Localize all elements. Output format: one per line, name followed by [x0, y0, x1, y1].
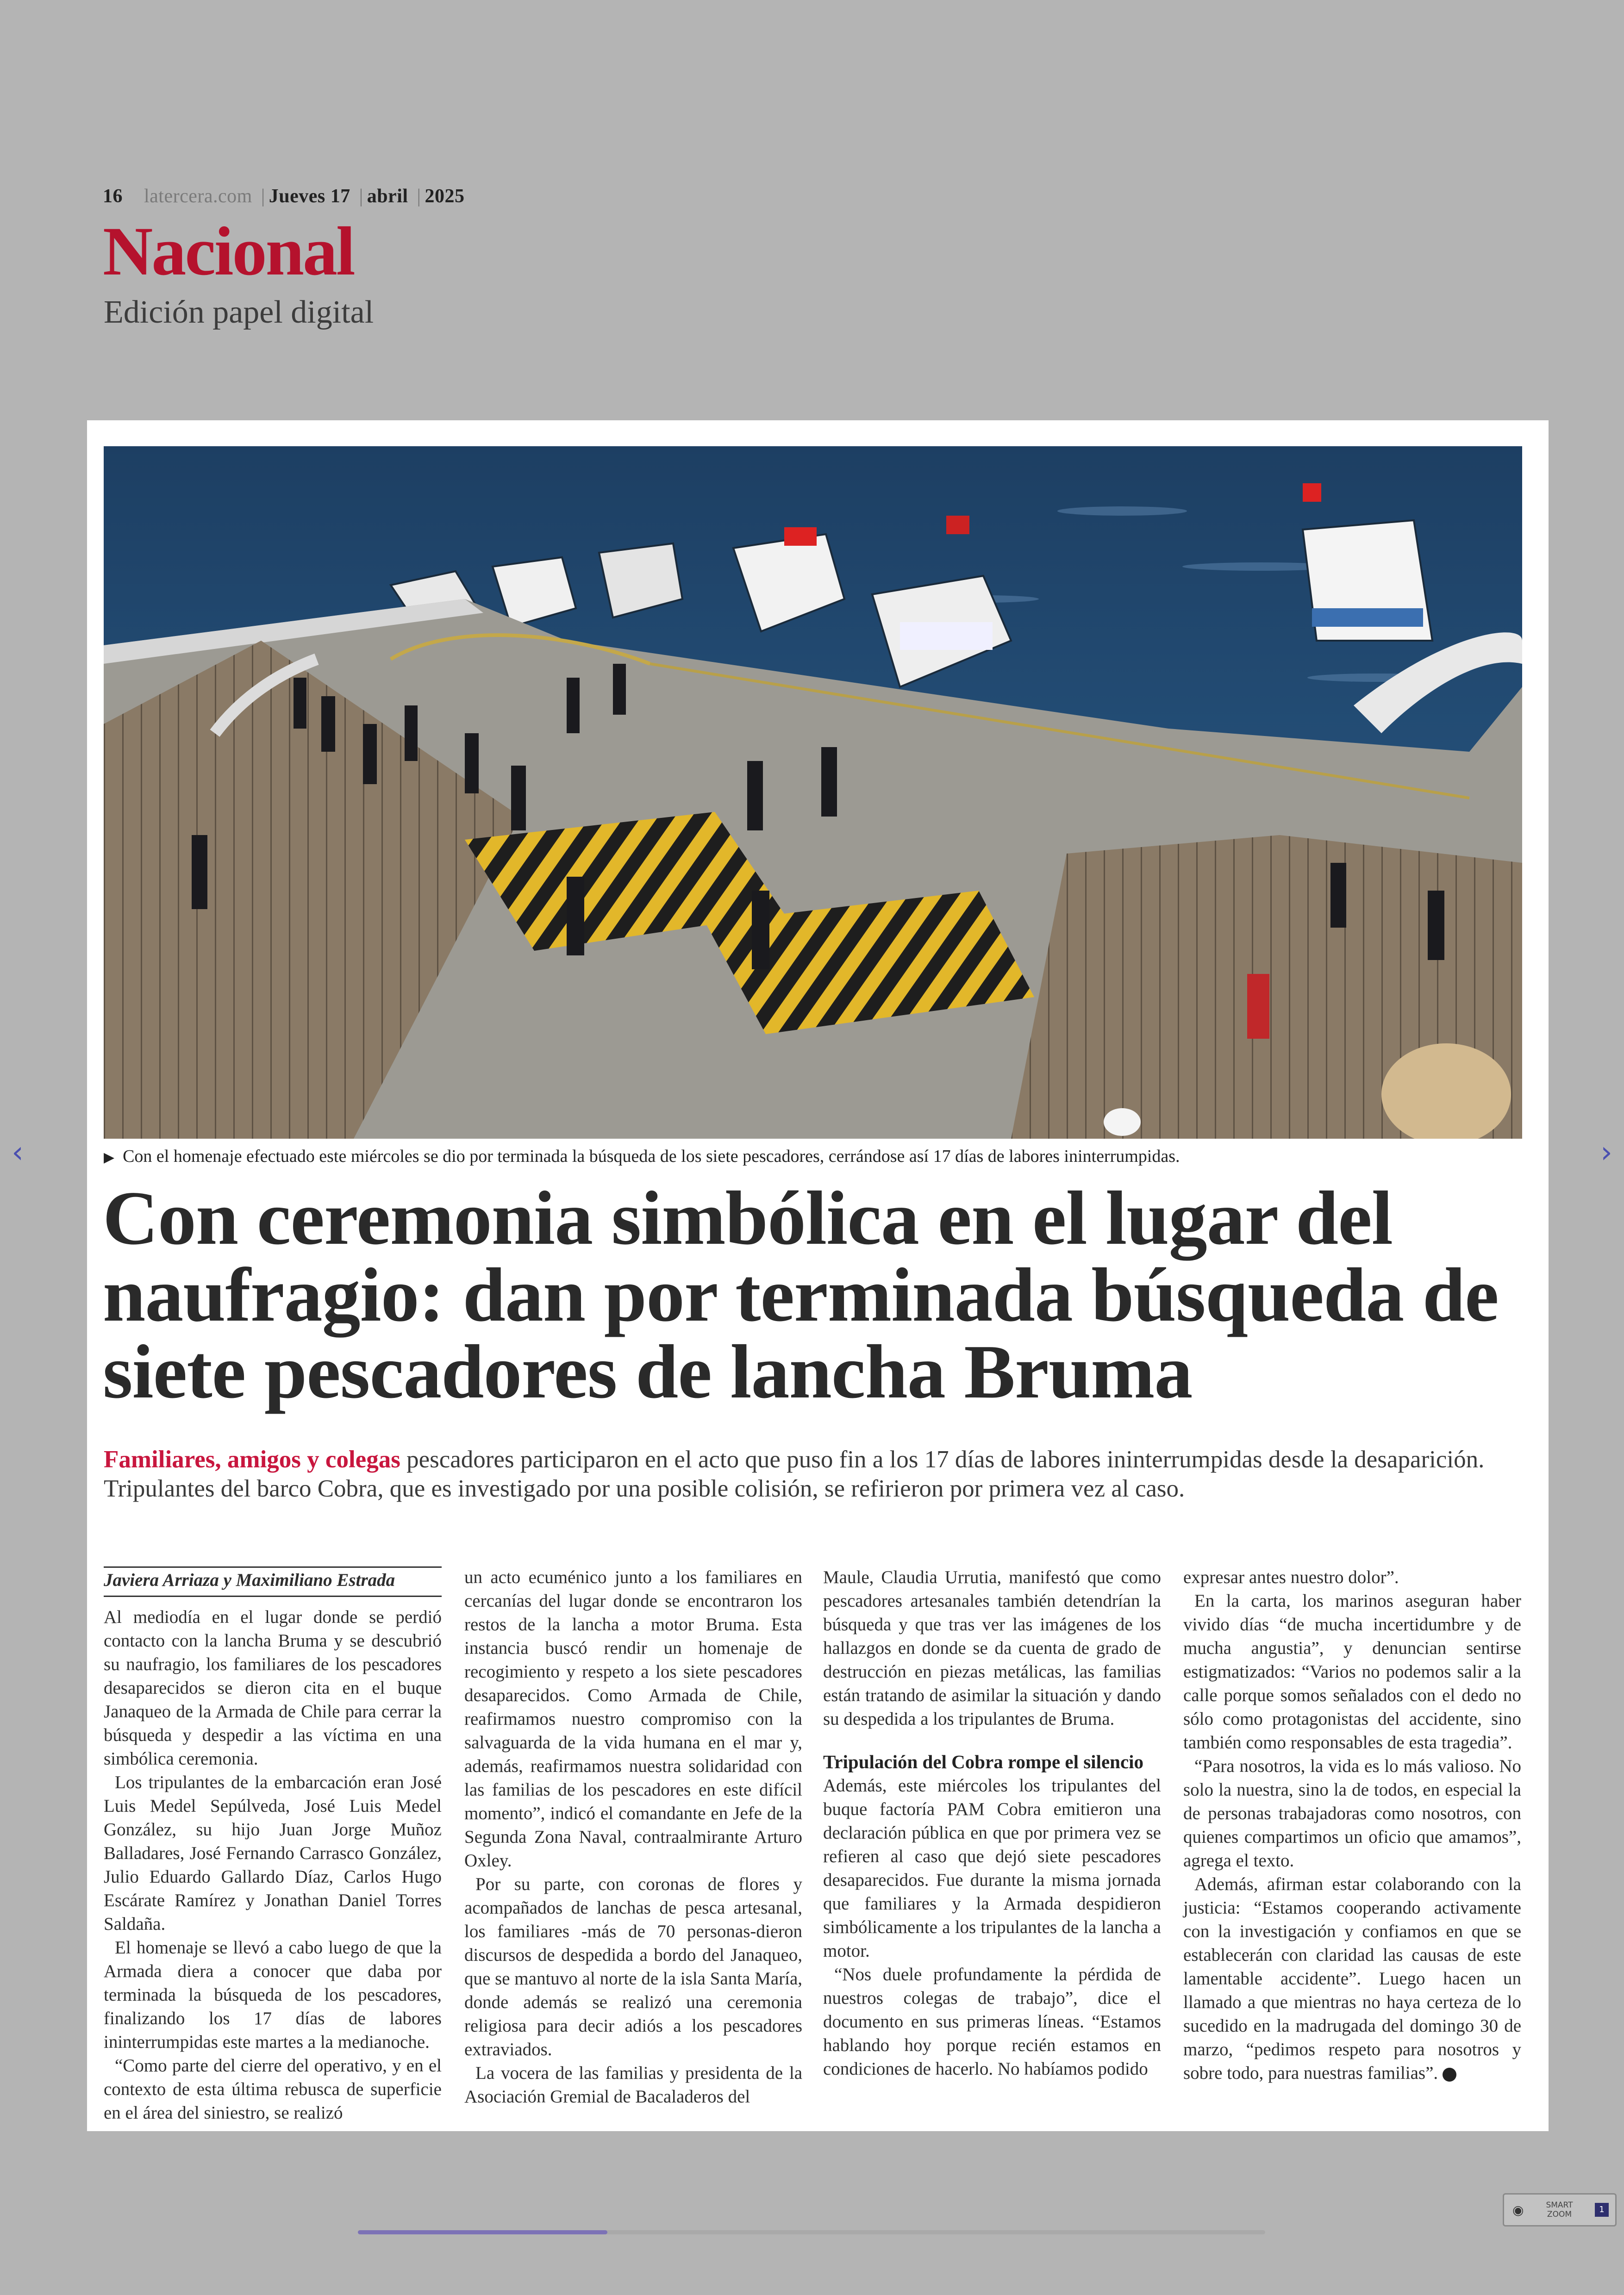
prev-page-icon[interactable]: ‹	[12, 1135, 24, 1170]
paragraph: Además, este miércoles los tripulantes del buque factoría PAM Cobra emitieron una declaración pública en que por primera vez se refieren al caso que dejó siete pescadores desaparecidos. Fue durante la misma jornada que familiares y la Armada despidieron simbólicamente a los tripulantes de la lancha a motor.	[823, 1776, 1161, 1961]
reading-progress-track[interactable]	[358, 2230, 1265, 2234]
folio-year: 2025	[425, 186, 465, 207]
paragraph: Los tripulantes de la embarcación eran José Luis Medel Sepúlveda, José Luis Medel González, su hijo Juan Jorge Muñoz Balladares, José Fernando Carrasco González, Julio Eduardo Gallardo Díaz, Carlos Hugo Escárate Ramírez y Jonathan Daniel Torres Saldaña.	[104, 1772, 442, 1934]
paragraph: Maule, Claudia Urrutia, manifestó que como pescadores artesanales también detendrían la búsqueda y que tras ver las imágenes de los hallazgos en donde se da cuenta de grado de destrucción en piezas metálicas, las familias están tratando de asimilar la situación y dando su despedida a los tripulantes de Bruma.	[823, 1567, 1161, 1729]
standfirst-lead: Familiares, amigos y colegas	[104, 1446, 400, 1473]
folio-separator: |	[359, 186, 363, 207]
reading-progress-fill	[358, 2230, 607, 2234]
article-column-4	[1183, 1565, 1521, 2085]
paragraph: “Para nosotros, la vida es lo más valioso. No solo la nuestra, sino la de todos, en especial la de personas trabajadoras como nosotros, con quienes compartimos un oficio que amamos”, agrega el texto.	[1183, 1756, 1521, 1871]
end-of-article-icon	[1443, 2068, 1456, 2082]
photo-caption	[104, 1146, 1520, 1166]
article-column-1	[104, 1566, 442, 2125]
byline: Javiera Arriaza y Maximiliano Estrada	[104, 1566, 442, 1597]
folio-month: abril	[367, 186, 408, 207]
smart-zoom-label-line1: SMART	[1546, 2201, 1573, 2210]
paragraph: Por su parte, con coronas de flores y acompañados de lanchas de pesca artesanal, los familiares -más de 70 personas-dieron discursos de despedida a bordo del Janaqueo, que se mantuvo al norte de la isla Santa María, donde además se realizó una ceremonia religiosa para decir adiós a los pescadores extraviados.	[464, 1874, 802, 2059]
smart-zoom-button[interactable]	[1503, 2193, 1617, 2226]
paragraph-text: Además, afirman estar colaborando con la justicia: “Estamos cooperando activamente con la investigación y confiamos en que se establecerán con claridad las causas de este lamentable accidente”. Luego hacen un llamado a que mientras no haya certeza de lo sucedido en la madrugada del domingo 30 de marzo, “pedimos respeto para nosotros y sobre todo, para nuestras familias”.	[1183, 1874, 1521, 2083]
folio-separator: |	[417, 186, 421, 207]
paragraph: “Como parte del cierre del operativo, y en el contexto de esta última rebusca de superficie en el área del siniestro, se realizó	[104, 2056, 442, 2123]
article-column-3	[823, 1565, 1161, 2081]
folio-day: Jueves 17	[269, 186, 350, 207]
eye-icon: ◉	[1512, 2202, 1524, 2218]
standfirst-rest: pescadores participaron en el acto que puso fin a los 17 días de labores ininterrumpidas desde la desaparición. Tripulantes del barco Cobra, que es investigado por una posible colisión, se refirieron por primera vez al caso.	[104, 1446, 1485, 1502]
folio-separator: |	[261, 186, 265, 207]
site-name: latercera.com	[144, 186, 252, 207]
newspaper-page	[87, 420, 1549, 2131]
paragraph: El homenaje se llevó a cabo luego de que la Armada diera a conocer que daba por terminada la búsqueda de los pescadores, finalizando los 17 días de labores ininterrumpidas este martes a la medianoche.	[104, 1938, 442, 2052]
page-number: 16	[103, 186, 123, 207]
paragraph: La vocera de las familias y presidenta de la Asociación Gremial de Bacaladeros del	[464, 2063, 802, 2107]
article-standfirst	[104, 1445, 1525, 1503]
article-headline: Con ceremonia simbólica en el lugar del naufragio: dan por terminada búsqueda de siete pescadores de lancha Bruma	[103, 1175, 1499, 1414]
folio-line	[103, 185, 464, 207]
paragraph: un acto ecuménico junto a los familiares en cercanías del lugar donde se encontraron los restos de la lancha a motor Bruma. Esta instancia buscó rendir un homenaje de recogimiento y respeto a los siete pescadores desaparecidos. Como Armada de Chile, reafirmamos nuestro compromiso con la salvaguarda de la vida humana en el mar y, además, reafirmamos nuestra solidaridad con las familias de los pescadores en este difícil momento”, indicó el comandante en Jefe de la Segunda Zona Naval, contraalmirante Arturo Oxley.	[464, 1567, 802, 1871]
caption-text: Con el homenaje efectuado este miércoles se dio por terminada la búsqueda de los siete pescadores, cerrándose así 17 días de labores ininterrumpidas.	[123, 1147, 1180, 1166]
paragraph: En la carta, los marinos aseguran haber vivido días “de mucha incertidumbre y de mucha angustia”, y denuncian sentirse estigmatizados: “Varios no podemos salir a la calle porque somos señalados con el dedo no sólo como protagonistas del accidente, sino también como responsables de esta tragedia”.	[1183, 1591, 1521, 1752]
paragraph: expresar antes nuestro dolor”.	[1183, 1567, 1399, 1587]
paragraph: “Nos duele profundamente la pérdida de nuestros colegas de trabajo”, dice el documento en sus primeras líneas. “Estamos hablando hoy porque recién estamos en condiciones de hacerlo. No habíamos podido	[823, 1964, 1161, 2079]
ceremony-photo	[104, 446, 1522, 1139]
paragraph	[1183, 1872, 1521, 2085]
smart-zoom-label-line2: ZOOM	[1547, 2210, 1572, 2219]
caption-marker-icon: ▶	[104, 1150, 115, 1165]
zoom-counter: 1	[1595, 2203, 1609, 2217]
paragraph: Al mediodía en el lugar donde se perdió contacto con la lancha Bruma y se descubrió su naufragio, los familiares de los pescadores desaparecidos se dieron cita en el buque Janaqueo de la Armada de Chile para cerrar la búsqueda y despedir a las víctima en una simbólica ceremonia.	[104, 1607, 442, 1769]
next-page-icon[interactable]: ›	[1600, 1135, 1612, 1170]
subheading: Tripulación del Cobra rompe el silencio	[823, 1751, 1144, 1772]
article-column-2	[464, 1565, 802, 2108]
section-subtitle: Edición papel digital	[104, 294, 374, 330]
smart-zoom-label	[1546, 2201, 1573, 2219]
section-title: Nacional	[103, 213, 354, 290]
